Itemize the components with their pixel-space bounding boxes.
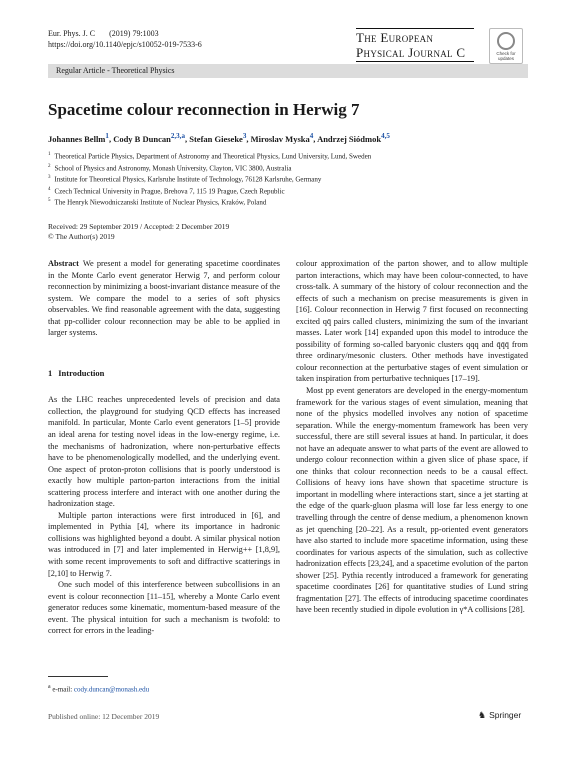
body-paragraph: One such model of this interference between subcollisions in an event is colour reconnection [11–15], whereby a Monte Carlo event generator reduces some kinematic, momentum-based measure of the event. The physical intuition for such a mechanism is twofold: to correct for errors in the leading-	[48, 580, 280, 636]
check-for-updates-badge[interactable]	[489, 28, 523, 64]
updates-icon	[497, 32, 515, 50]
journal-name	[356, 30, 474, 60]
affiliations	[48, 150, 371, 208]
section-heading: 1 Introduction	[48, 367, 105, 378]
article-type-band	[48, 64, 528, 78]
footnote	[48, 684, 149, 693]
copyright: © The Author(s) 2019	[48, 232, 115, 241]
author[interactable]: Johannes Bellm$^1$	[48, 132, 109, 144]
doi-link[interactable]: https://doi.org/10.1140/epjc/s10052-019-7533-6	[48, 40, 202, 49]
footnote-label: e-mail:	[52, 685, 73, 694]
author[interactable]: Andrzej Siódmok$^{4,5}$	[317, 132, 390, 144]
article-type: Regular Article - Theoretical Physics	[56, 66, 175, 75]
affiliation-item: $^4$ Czech Technical University in Prague, Brehova 7, 115 19 Prague, Czech Republic	[48, 186, 285, 195]
author[interactable]: Stefan Gieseke$^3$	[189, 132, 247, 144]
received-accepted: Received: 29 September 2019 / Accepted: 2 December 2019	[48, 222, 230, 231]
journal-line-2: Physical Journal C	[356, 45, 466, 60]
affiliation-item: $^1$ Theoretical Particle Physics, Department of Astronomy and Theoretical Physics, Lund University, Lund, Sweden	[48, 152, 372, 161]
body-paragraph: colour approximation of the parton shower, and to allow multiple parton interactions, which may have been colour-connected, to have cross-talk. A summary of the history of colour reconnection and the effects of such a mechanism on precise measurements is given in [16]. Colour reconnection in Herwig 7 first focused on reconnecting excited qq̄ pairs called clusters, minimizing the sum of the invariant masses. Later work [14] expanded upon this model to introduce the possibility of forming so-called baryonic clusters qqq and q̄q̄q̄ from three ordinary/mesonic clusters. Other methods have investigated colour reconnection at the perturbative stages of event simulation or taken inspiration from perturbative techniques [17–19].	[296, 259, 528, 384]
affiliation-item: $^5$ The Henryk Niewodniczanski Institute of Nuclear Physics, Kraków, Poland	[48, 198, 267, 207]
footnote-marker: a	[48, 684, 51, 690]
springer-horse-icon: ♞	[478, 710, 487, 720]
affiliation-item: $^2$ School of Physics and Astronomy, Monash University, Clayton, VIC 3800, Australia	[48, 163, 292, 172]
badge-label: Check for updates	[496, 51, 516, 61]
dates-block	[48, 222, 229, 242]
publisher-name: Springer	[489, 710, 522, 720]
abstract-text: We present a model for generating spacetime coordinates in the Monte Carlo event generator Herwig 7, and perform colour reconnection by minimizing a boost-invariant distance measure of the system. We compare the model to a series of soft physics observables. We find reasonable agreement with the data, suggesting that pp-collider colour reconnection may be able to be applied in larger systems.	[48, 259, 280, 338]
publisher-logo	[478, 710, 521, 721]
email-link[interactable]: cody.duncan@monash.edu	[73, 685, 150, 694]
journal-line-1: The European	[356, 30, 434, 45]
left-column	[48, 258, 280, 637]
running-header	[48, 28, 202, 50]
journal-abbrev: Eur. Phys. J. C	[48, 29, 96, 38]
body-paragraph: As the LHC reaches unprecedented levels of precision and data collection, the playground for studying QCD effects has increased manifold. In particular, Monte Carlo event generators [1–5] provide an ideal arena for testing novel ideas in the low-energy regime, i.e. the mechanisms of hadronization, where non-perturbative effects have to be phenomenologically modelled, and the underlying event. One aspect of proton-proton collisions that is poorly understood is exactly how multiple parton-parton interactions from the initial scattering process interfere and interact with one another during the hadronization stage.	[48, 395, 280, 509]
footnote-rule	[48, 676, 108, 677]
right-column	[296, 258, 528, 616]
journal-rule-top	[356, 28, 474, 29]
abstract-label: Abstract	[48, 259, 79, 268]
author[interactable]: Cody B Duncan$^{2,3,a}$	[113, 132, 185, 144]
author-list: Johannes Bellm$^1$, Cody B Duncan$^{2,3,a}$, Stefan Gieseke$^3$, Miroslav Myska$^4$, Andrzej Siódmok$^{4,5}$	[48, 132, 390, 144]
journal-rule-bottom	[356, 61, 474, 62]
published-date: Published online: 12 December 2019	[48, 712, 160, 721]
abstract	[48, 258, 280, 339]
paper-title: Spacetime colour reconnection in Herwig 7	[48, 100, 360, 119]
body-paragraph: Multiple parton interactions were first introduced in [6], and implemented in Pythia [4], where its importance in hadronic collisions was highlighted beyond a doubt. A similar physical notion was introduced in [7] and later implemented in Herwig++ [1,8,9], with some recent improvements to soft and diffractive scatterings in [2,10] to Herwig 7.	[48, 510, 280, 578]
affiliation-item: $^3$ Institute for Theoretical Physics, Karlsruhe Institute of Technology, 76128 Karlsruhe, Germany	[48, 175, 322, 184]
citation: (2019) 79:1003	[109, 29, 159, 38]
author[interactable]: Miroslav Myska$^4$	[250, 132, 314, 144]
body-paragraph: Most pp event generators are developed in the energy-momentum framework for the various stages of event simulation, meaning that none of the physics modelled involves any notion of spacetime separation. While the energy-momentum framework has been very successful, there are still several issues at hand. In particular, it does not have an adequate answer to what parts of the event are allowed to undergo colour reconnection within a given slice of phase space, if one thinks that colour reconnection needs to be a causal effect. Collisions of heavy ions have shown that spacetime structure is important in modelling where interactions start, since a jet starting at the edge of the quark-gluon plasma will lose far less energy to one travelling through the centre of dense medium, a phenomenon known as jet quenching [20–22]. As a result, pp-oriented event generators have also started to include more spacetime information, using these coordinates for various aspects of the simulation, such as collective hadronization effects [23,24], and a spacetime evolution of the parton shower [25]. Pythia recently introduced a framework for generating spacetime coordinates [26] for quantitative studies of Lund string fragmentation [27]. The effects of introducing spacetime coordinates have been recently studied in dipole evolution in γ*A collisions [28].	[296, 386, 528, 615]
